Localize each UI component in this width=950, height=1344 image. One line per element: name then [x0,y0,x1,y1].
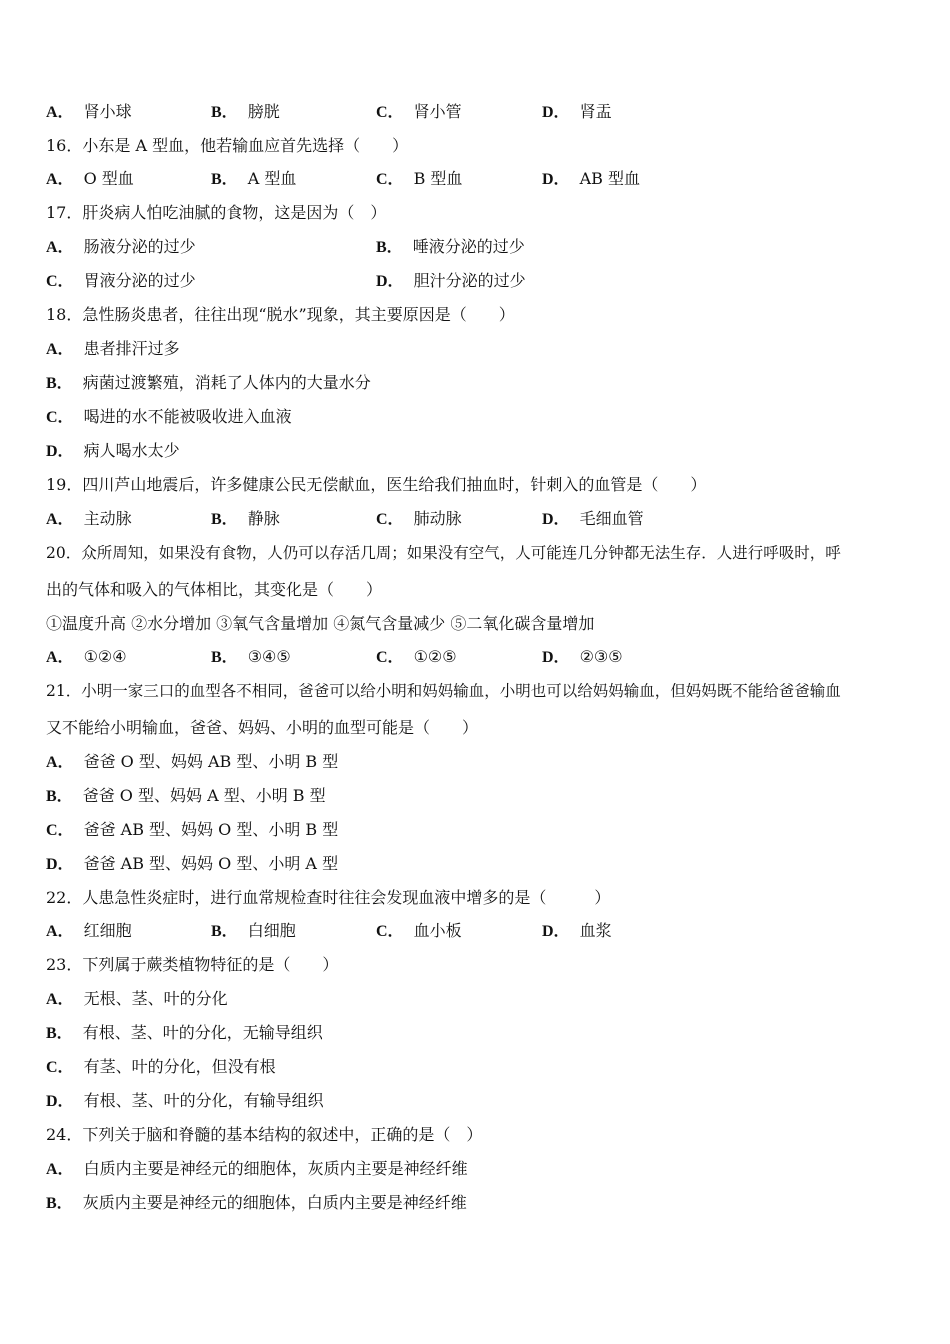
q21-option-c: C． 爸爸 AB 型、妈妈 O 型、小明 B 型 [46,820,339,839]
q20-option-c: C． ①②⑤ [376,647,457,666]
q19-option-b: B． 静脉 [211,509,280,528]
q16-option-a: A． O 型血 [46,169,134,188]
q23-option-c: C． 有茎、叶的分化，但没有根 [46,1057,276,1076]
q20-option-b: B． ③④⑤ [211,647,291,666]
q18-option-a: A． 患者排汗过多 [46,339,180,358]
q19-option-a: A． 主动脉 [46,509,132,528]
q17-option-c: C． 胃液分泌的过少 [46,271,196,290]
q20-stem-line-2: 出的气体和吸入的气体相比，其变化是（ ） [46,580,383,599]
q19-option-c: C． 肺动脉 [376,509,462,528]
q17-option-d: D． 胆汁分泌的过少 [376,271,526,290]
q21-option-b: B． 爸爸 O 型、妈妈 A 型、小明 B 型 [46,786,326,805]
q15-option-a: A． 肾小球 [46,102,132,121]
q15-option-b: B． 膀胱 [211,102,280,121]
q18-stem: 18．急性肠炎患者，往往出现“脱水”现象，其主要原因是（ ） [46,305,515,324]
q16-option-c: C． B 型血 [376,169,463,188]
q16-option-d: D． AB 型血 [542,169,640,188]
q23-option-b: B． 有根、茎、叶的分化，无输导组织 [46,1023,323,1042]
q24-stem: 24．下列关于脑和脊髓的基本结构的叙述中，正确的是（ ） [46,1125,483,1144]
q18-option-b: B． 病菌过渡繁殖，消耗了人体内的大量水分 [46,373,371,392]
q19-stem: 19．四川芦山地震后，许多健康公民无偿献血，医生给我们抽血时，针刺入的血管是（ ） [46,475,707,494]
q17-option-b: B． 唾液分泌的过少 [376,237,525,256]
q22-stem: 22．人患急性炎症时，进行血常规检查时往往会发现血液中增多的是（ ） [46,888,611,907]
q22-option-b: B． 白细胞 [211,921,296,940]
q20-statements: ①温度升高 ②水分增加 ③氧气含量增加 ④氮气含量减少 ⑤二氧化碳含量增加 [46,614,595,633]
q21-stem-line-1: 21．小明一家三口的血型各不相同，爸爸可以给小明和妈妈输血，小明也可以给妈妈输血，但妈妈既不能给爸爸输血 [46,682,841,700]
q16-stem: 16．小东是 A 型血，他若输血应首先选择（ ） [46,136,409,155]
q21-option-d: D． 爸爸 AB 型、妈妈 O 型、小明 A 型 [46,854,339,873]
q22-option-a: A． 红细胞 [46,921,132,940]
q15-option-d: D． 肾盂 [542,102,612,121]
q17-stem: 17．肝炎病人怕吃油腻的食物，这是因为（ ） [46,203,387,222]
q20-option-d: D． ②③⑤ [542,647,623,666]
q21-option-a: A． 爸爸 O 型、妈妈 AB 型、小明 B 型 [46,752,339,771]
q20-stem-line-1: 20．众所周知，如果没有食物，人仍可以存活几周；如果没有空气，人可能连几分钟都无法生存．人进行呼吸时，呼 [46,544,841,562]
q23-stem: 23．下列属于蕨类植物特征的是（ ） [46,955,339,974]
q18-option-d: D． 病人喝水太少 [46,441,180,460]
q24-option-a: A． 白质内主要是神经元的细胞体，灰质内主要是神经纤维 [46,1159,468,1178]
q17-option-a: A． 肠液分泌的过少 [46,237,196,256]
q16-option-b: B． A 型血 [211,169,297,188]
q23-option-a: A． 无根、茎、叶的分化 [46,989,228,1008]
q24-option-b: B． 灰质内主要是神经元的细胞体，白质内主要是神经纤维 [46,1193,467,1212]
q22-option-d: D． 血浆 [542,921,612,940]
q18-option-c: C． 喝进的水不能被吸收进入血液 [46,407,292,426]
q19-option-d: D． 毛细血管 [542,509,644,528]
q20-option-a: A． ①②④ [46,647,127,666]
q21-stem-line-2: 又不能给小明输血，爸爸、妈妈、小明的血型可能是（ ） [46,718,479,737]
q23-option-d: D． 有根、茎、叶的分化，有输导组织 [46,1091,324,1110]
q22-option-c: C． 血小板 [376,921,462,940]
q15-option-c: C． 肾小管 [376,102,462,121]
